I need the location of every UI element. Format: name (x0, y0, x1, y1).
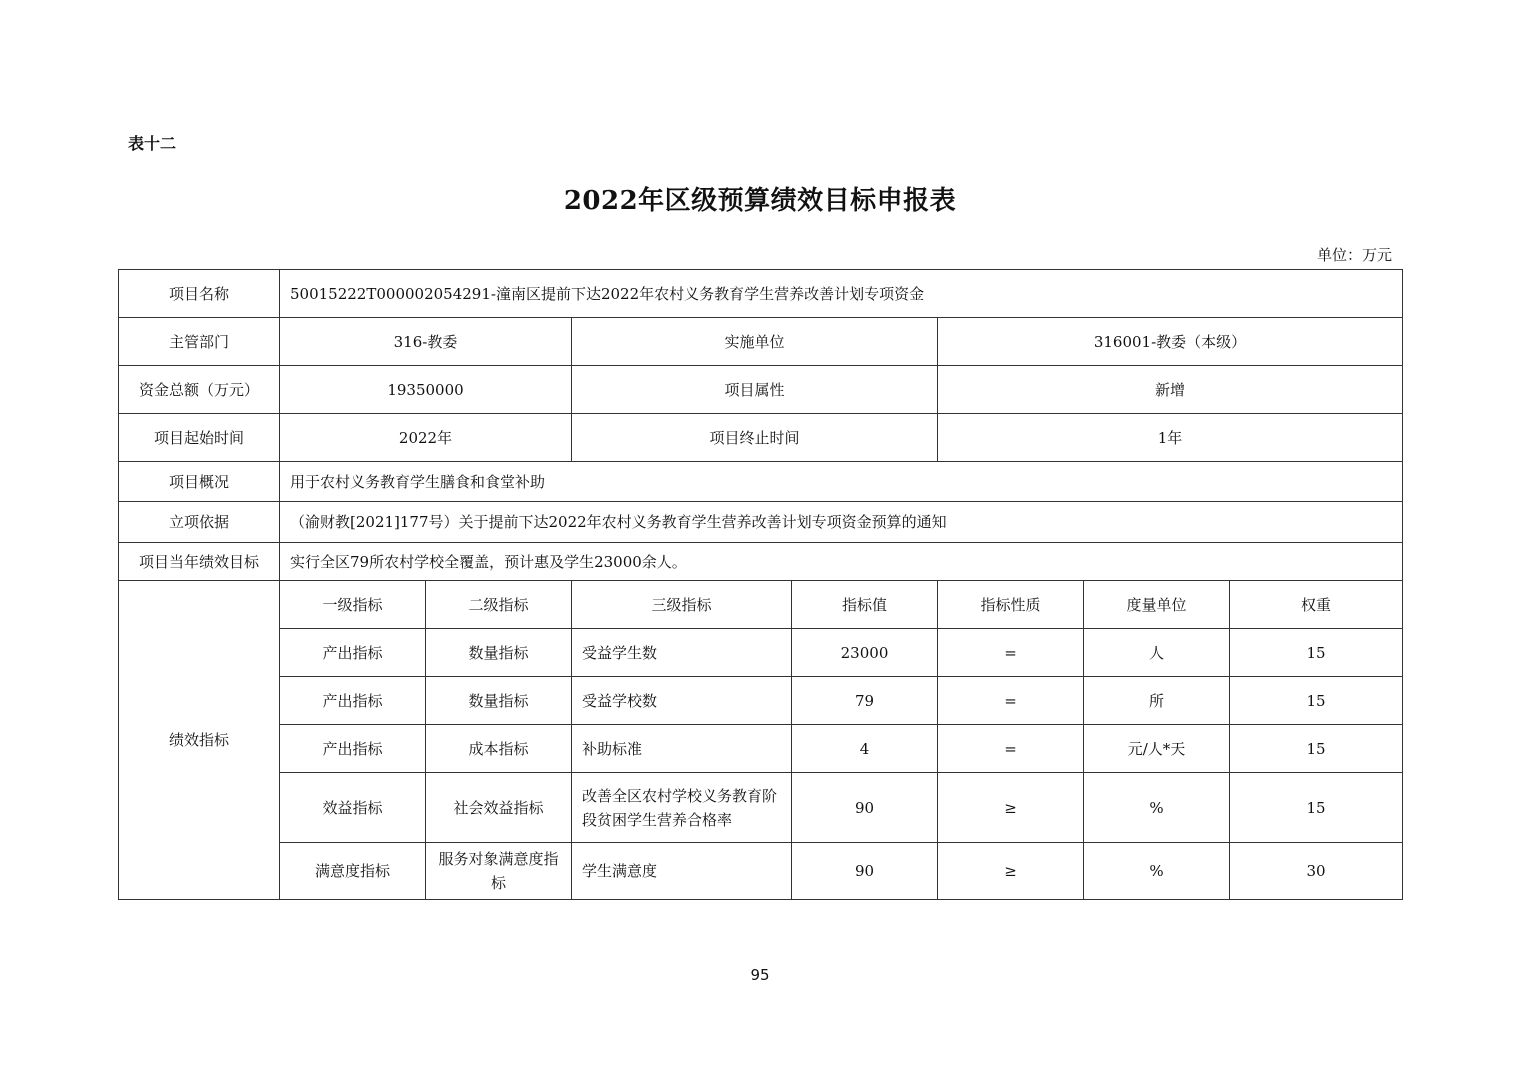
start-value: 2022年 (280, 414, 572, 462)
row-goal (119, 543, 1403, 581)
header-weight: 权重 (1230, 581, 1403, 629)
nature-cell: = (938, 725, 1084, 773)
nature-cell: ≥ (938, 773, 1084, 843)
weight-cell: 15 (1230, 725, 1403, 773)
weight-cell: 15 (1230, 629, 1403, 677)
unit-cell: % (1084, 773, 1230, 843)
table-label: 表十二 (128, 134, 177, 153)
row-total (119, 366, 1403, 414)
indicator-row (119, 843, 1403, 900)
overview-value: 用于农村义务教育学生膳食和食堂补助 (280, 462, 1403, 502)
start-label: 项目起始时间 (119, 414, 280, 462)
level1-cell: 满意度指标 (280, 843, 426, 900)
document-title: 2022年区级预算绩效目标申报表 (563, 186, 957, 216)
indicator-row (119, 725, 1403, 773)
basis-label: 立项依据 (119, 502, 280, 543)
dept-value: 316-教委 (280, 318, 572, 366)
attr-label: 项目属性 (572, 366, 938, 414)
value-cell: 90 (792, 843, 938, 900)
indicator-row (119, 773, 1403, 843)
indicator-header-row (119, 581, 1403, 629)
header-level2: 二级指标 (426, 581, 572, 629)
total-label: 资金总额（万元） (119, 366, 280, 414)
budget-performance-table (118, 269, 1403, 900)
level3-cell: 补助标准 (572, 725, 792, 773)
weight-cell: 15 (1230, 773, 1403, 843)
unit-cell: 所 (1084, 677, 1230, 725)
level3-cell: 受益学校数 (572, 677, 792, 725)
end-label: 项目终止时间 (572, 414, 938, 462)
level1-cell: 产出指标 (280, 677, 426, 725)
project-name-value: 50015222T000002054291-潼南区提前下达2022年农村义务教育学生营养改善计划专项资金 (280, 270, 1403, 318)
row-basis (119, 502, 1403, 543)
value-cell: 4 (792, 725, 938, 773)
row-department (119, 318, 1403, 366)
indicator-row (119, 629, 1403, 677)
basis-value: （渝财教[2021]177号）关于提前下达2022年农村义务教育学生营养改善计划专项资金预算的通知 (280, 502, 1403, 543)
unit-cell: % (1084, 843, 1230, 900)
value-cell: 79 (792, 677, 938, 725)
weight-cell: 30 (1230, 843, 1403, 900)
level3-cell: 改善全区农村学校义务教育阶段贫困学生营养合格率 (572, 773, 792, 843)
end-value: 1年 (938, 414, 1403, 462)
unit-cell: 人 (1084, 629, 1230, 677)
header-value: 指标值 (792, 581, 938, 629)
goal-label: 项目当年绩效目标 (119, 543, 280, 581)
level2-cell: 数量指标 (426, 629, 572, 677)
value-cell: 90 (792, 773, 938, 843)
level1-cell: 效益指标 (280, 773, 426, 843)
row-time (119, 414, 1403, 462)
attr-value: 新增 (938, 366, 1403, 414)
row-overview (119, 462, 1403, 502)
header-level3: 三级指标 (572, 581, 792, 629)
header-unit: 度量单位 (1084, 581, 1230, 629)
dept-label: 主管部门 (119, 318, 280, 366)
impl-label: 实施单位 (572, 318, 938, 366)
unit-cell: 元/人*天 (1084, 725, 1230, 773)
impl-value: 316001-教委（本级） (938, 318, 1403, 366)
goal-value: 实行全区79所农村学校全覆盖，预计惠及学生23000余人。 (280, 543, 1403, 581)
header-level1: 一级指标 (280, 581, 426, 629)
level1-cell: 产出指标 (280, 629, 426, 677)
level2-cell: 社会效益指标 (426, 773, 572, 843)
nature-cell: ≥ (938, 843, 1084, 900)
unit-note: 单位：万元 (1316, 246, 1392, 264)
level2-cell: 服务对象满意度指标 (426, 843, 572, 900)
weight-cell: 15 (1230, 677, 1403, 725)
indicator-section-label: 绩效指标 (119, 581, 280, 900)
level2-cell: 数量指标 (426, 677, 572, 725)
level2-cell: 成本指标 (426, 725, 572, 773)
row-project-name (119, 270, 1403, 318)
indicator-row (119, 677, 1403, 725)
nature-cell: = (938, 629, 1084, 677)
project-name-label: 项目名称 (119, 270, 280, 318)
level3-cell: 受益学生数 (572, 629, 792, 677)
total-value: 19350000 (280, 366, 572, 414)
value-cell: 23000 (792, 629, 938, 677)
level1-cell: 产出指标 (280, 725, 426, 773)
overview-label: 项目概况 (119, 462, 280, 502)
header-nature: 指标性质 (938, 581, 1084, 629)
page-number: 95 (750, 966, 770, 984)
level3-cell: 学生满意度 (572, 843, 792, 900)
nature-cell: = (938, 677, 1084, 725)
